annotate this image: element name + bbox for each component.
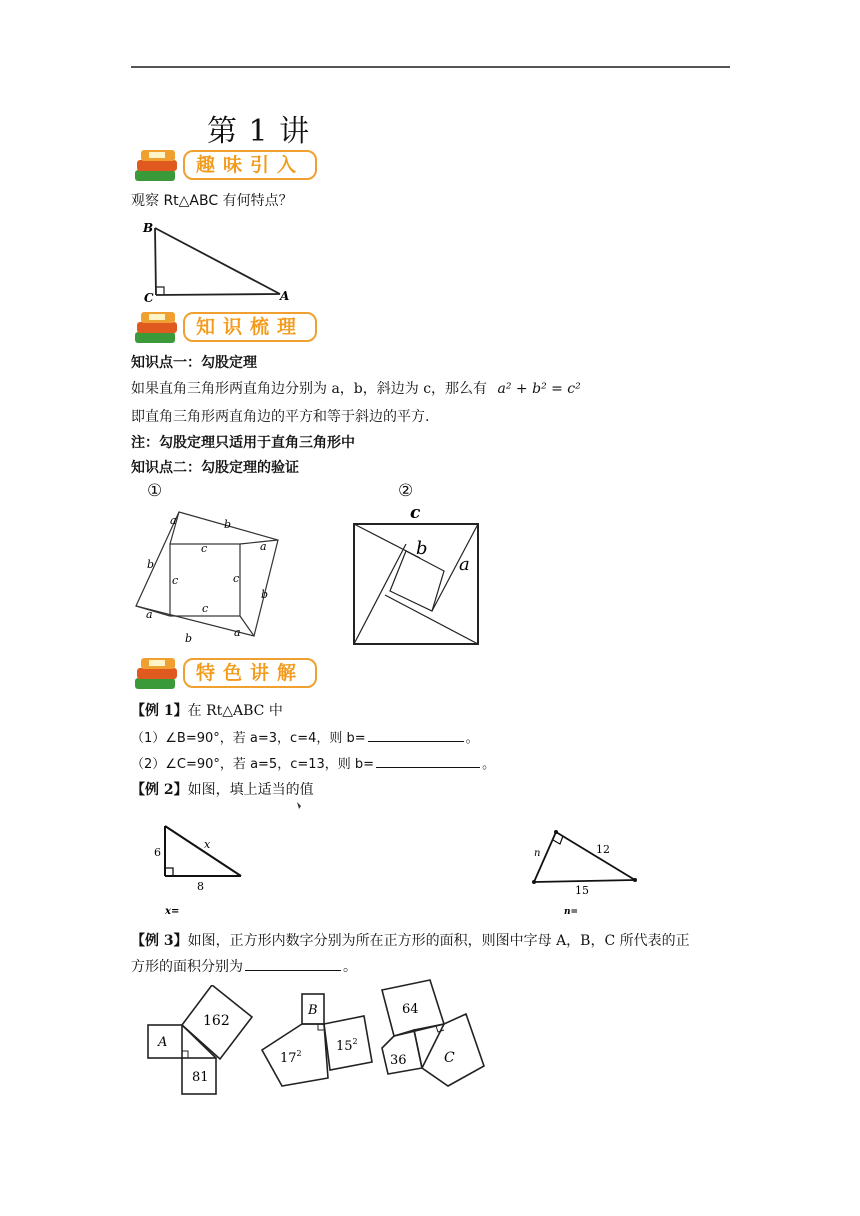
books-icon bbox=[131, 654, 187, 696]
knowledge-banner bbox=[131, 308, 321, 348]
books-icon bbox=[131, 308, 187, 350]
example2-text: 如图，填上适当的值 bbox=[187, 782, 314, 798]
example3-figure-3 bbox=[378, 978, 488, 1090]
vertex-C: C bbox=[144, 291, 154, 305]
square-A: A bbox=[158, 1035, 168, 1050]
square-162: 162 bbox=[203, 1013, 230, 1029]
label-b: b bbox=[261, 588, 269, 601]
label-c: c bbox=[233, 572, 240, 585]
proof-figure-1 bbox=[130, 508, 290, 648]
square-64: 64 bbox=[402, 1002, 419, 1017]
label-b: b bbox=[185, 632, 193, 645]
fig1-number: ① bbox=[147, 481, 163, 501]
point1-line2: 即直角三角形两直角边的平方和等于斜边的平方. bbox=[131, 409, 430, 425]
square-C: C bbox=[444, 1050, 455, 1066]
answer-blank[interactable] bbox=[368, 729, 464, 742]
label-a: a bbox=[170, 514, 177, 527]
explain-banner bbox=[131, 654, 321, 694]
books-icon bbox=[131, 146, 187, 188]
answer-x: x= bbox=[165, 906, 180, 917]
square-15sq: $15^2$ bbox=[336, 1037, 358, 1054]
answer-n: n= bbox=[564, 907, 579, 917]
label-c: c bbox=[410, 504, 421, 523]
intro-triangle bbox=[140, 216, 300, 308]
note: 注：勾股定理只适用于直角三角形中 bbox=[131, 435, 355, 451]
example3-figure-2 bbox=[260, 990, 378, 1090]
label-c: c bbox=[201, 542, 208, 555]
example2-tag: 【例 2】 bbox=[131, 782, 188, 798]
stray-mark bbox=[296, 801, 302, 811]
base-8: 8 bbox=[197, 880, 204, 893]
knowledge-banner-label: 知识梳理 bbox=[183, 312, 317, 342]
intro-question: 观察 Rt△ABC 有何特点？ bbox=[131, 193, 293, 209]
label-a: a bbox=[260, 540, 267, 553]
label-a: a bbox=[146, 608, 153, 621]
side-n: n bbox=[534, 848, 541, 859]
example1-q1-text: （1）∠B=90°，若 a=3，c=4，则 b= bbox=[131, 731, 366, 746]
vertex-A: A bbox=[280, 289, 290, 303]
point1-line1 bbox=[131, 378, 581, 398]
answer-blank[interactable] bbox=[376, 755, 480, 768]
label-b: b bbox=[416, 538, 428, 559]
side-6: 6 bbox=[154, 846, 161, 859]
leg-12: 12 bbox=[596, 843, 610, 856]
intro-banner bbox=[131, 146, 321, 186]
example1-tag: 【例 1】 bbox=[131, 703, 188, 719]
label-a: a bbox=[459, 554, 470, 575]
square-36: 36 bbox=[390, 1053, 407, 1068]
period: 。 bbox=[343, 959, 357, 975]
example3-figure-1 bbox=[142, 985, 258, 1099]
point2-title: 知识点二：勾股定理的验证 bbox=[131, 460, 299, 476]
period: 。 bbox=[482, 757, 496, 772]
example3-text2: 方形的面积分别为 bbox=[131, 959, 243, 975]
point1-text: 如果直角三角形两直角边分别为 a，b，斜边为 c，那么有 bbox=[131, 381, 488, 397]
example1-q2-text: （2）∠C=90°，若 a=5，c=13，则 b= bbox=[131, 757, 375, 772]
lecture-title: 第 1 讲 bbox=[207, 114, 311, 149]
hyp-15: 15 bbox=[575, 884, 589, 897]
example1-header bbox=[131, 700, 283, 720]
label-b: b bbox=[224, 518, 232, 531]
intro-banner-label: 趣味引入 bbox=[183, 150, 317, 180]
label-c: c bbox=[172, 574, 179, 587]
label-b: b bbox=[147, 558, 155, 571]
explain-banner-label: 特色讲解 bbox=[183, 658, 317, 688]
example3-tag: 【例 3】 bbox=[131, 933, 188, 949]
example1-question1 bbox=[131, 727, 479, 746]
square-B: B bbox=[308, 1003, 318, 1018]
example3-line2 bbox=[131, 956, 357, 976]
example3-line1 bbox=[131, 930, 690, 950]
square-81: 81 bbox=[192, 1070, 209, 1085]
example2-header bbox=[131, 779, 314, 799]
period: 。 bbox=[465, 731, 479, 746]
square-17sq: $17^2$ bbox=[280, 1049, 302, 1066]
example1-text: 在 Rt△ABC 中 bbox=[187, 703, 283, 719]
proof-figure-2 bbox=[348, 504, 488, 650]
pythagorean-formula: a² + b² = c² bbox=[497, 381, 581, 397]
vertex-B: B bbox=[143, 221, 154, 235]
example2-right-triangle bbox=[526, 826, 646, 918]
label-c: c bbox=[202, 602, 209, 615]
example3-text: 如图，正方形内数字分别为所在正方形的面积，则图中字母 A，B，C 所代表的正 bbox=[187, 933, 690, 949]
label-a: a bbox=[234, 626, 241, 639]
point1-title: 知识点一：勾股定理 bbox=[131, 355, 257, 371]
answer-blank[interactable] bbox=[245, 958, 341, 971]
hyp-x: x bbox=[204, 838, 211, 851]
example2-left-triangle bbox=[148, 820, 258, 920]
header-rule bbox=[131, 66, 730, 68]
example1-question2 bbox=[131, 753, 495, 772]
fig2-number: ② bbox=[398, 481, 414, 501]
